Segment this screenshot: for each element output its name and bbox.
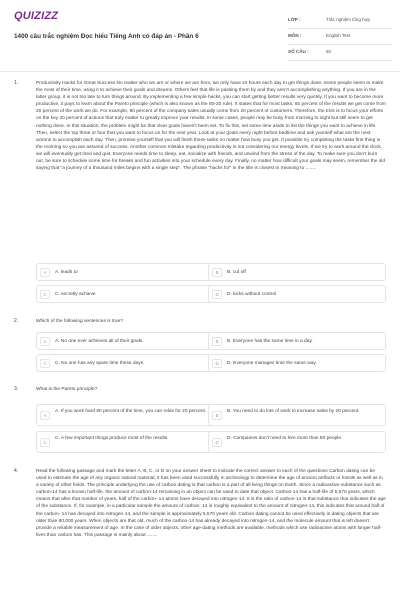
option-a[interactable] xyxy=(36,332,214,350)
meta-row-question-count xyxy=(288,46,392,61)
question-2 xyxy=(14,318,392,373)
option-text: C. secretly achieve xyxy=(55,291,96,297)
option-letter: B xyxy=(212,268,222,277)
option-text: D. Companies don't need to hire more than 80 people. xyxy=(227,436,343,441)
option-letter: C xyxy=(40,359,50,368)
option-letter: A xyxy=(40,411,50,420)
meta-row-class xyxy=(288,14,392,29)
option-text: D. Everyone manages time the same way. xyxy=(227,360,317,366)
option-c[interactable] xyxy=(36,285,214,303)
option-text: A. No one ever achieves all of their goals. xyxy=(55,338,144,344)
meta-label: SỐ CÂU : xyxy=(288,49,309,54)
option-a[interactable] xyxy=(36,263,214,281)
option-text: B. Everyone has the same time in a day. xyxy=(227,338,313,344)
option-text: A. leads to xyxy=(55,269,78,275)
question-1 xyxy=(14,80,392,302)
quizizz-logo: QUIZIZZ xyxy=(14,10,59,22)
option-d[interactable] xyxy=(208,285,386,303)
option-letter: A xyxy=(40,268,50,277)
question-text: What is the Pareto principle? xyxy=(36,387,98,392)
question-number: 1. xyxy=(14,80,19,86)
option-text: C. No one has any spare time these days. xyxy=(55,360,145,366)
meta-label: MÔN : xyxy=(288,33,302,38)
question-text: Read the following passage and mark the letter A, B, C, or D on your answer sheet to indicate the correct answer to each of the questions Carbon dating can be used to estimate the age of any organic natural material; it has been used successfully in archeology to determine the age of ancient artifacts or fossils as well as in a variety of other fields. The principle underlying the use of carbon dating is that carbon is a part of all living things on Earth. Since a radioactive substance such as carbon-14 has a known half-life, the amount of carbon-14 remaining in an object can be used to date that object. Carbon-14 has a half-life of 5,570 years, which means that after that number of years, half of the carbon- 14 atoms have decayed into nitrogen-14. It is the ratio of carbon-14 in that substance that indicates the age of the substance. If, for example, in a particular sample the amount of carbon- 14 is roughly equivalent to the amount of nitrogen-14, this indicates that around half of the carbon- 14 has decayed into nitrogen-14, and the sample is approximately 5,570 years old. Carbon dating cannot be used effectively in dating objects that are older than 80,000 years. When objects are that old, much of the carbon-14 has already decayed into nitrogen-14, and the molecule amount that is left doesn't provide a reliable measurement of age. In the case of older objects, other age-dating methods are available, methods which use radioactive atoms with longer half-lives than carbon has. This passage is mainly about ........ xyxy=(36,469,386,538)
option-letter: B xyxy=(212,337,222,346)
option-c[interactable] xyxy=(36,354,214,372)
meta-row-subject xyxy=(288,30,392,45)
meta-value: English Test xyxy=(326,33,351,38)
option-text: B. You need to do lots of work to increase sales by 20 percent. xyxy=(227,409,360,414)
meta-value: Trắc nghiệm tổng hợp xyxy=(326,17,371,22)
option-letter: A xyxy=(40,337,50,346)
option-b[interactable] xyxy=(208,263,386,281)
option-letter: D xyxy=(212,290,222,299)
option-b[interactable] xyxy=(208,404,386,426)
option-text: D. kicks without control xyxy=(227,291,277,297)
meta-info xyxy=(288,14,392,62)
question-text: Which of the following sentences is true? xyxy=(36,319,123,324)
option-text: C. A few important things produce most of the results. xyxy=(55,436,169,441)
question-3 xyxy=(14,386,392,458)
meta-value: 50 xyxy=(326,49,332,54)
question-text: Productivity Hacks for Great Success No matter who we are or where we are from, we only have 24 hours each day to get things done. Some people seem to make the most of their time, using it to achieve their goals and dreams. Others feel that life is passing them by and they aren't accomplishing anything. If you are in the latter group, it is not too late to turn things around. By implementing a few simple hacks, you can start getting better results very quickly. If you want to become more productive, it pays to learn about the Pareto principle (which is also known as the 80-20 rule). It states that for most tasks, 80 percent of the results we get come from 20 percent of the work we do. For example, 80 percent of the company sales usually come from 20 percent of customers. Therefore, the trick is to focus your efforts on the key 20 percent of actions that truly matter to greatly improve your results. In some cases, people may be busy from morning to night but still seem to get nothing done. In this situation, the problem might be that clear goals haven't been set. To fix this, set some time aside to list the things you want to achieve in life. Then, select the top three or four that you want to focus on for the next year. Look at your goals every night before bedtime and ask yourself what are the next actions to accomplish each day. Then, promise yourself that you will finish these tasks no matter how busy you get. If possible try completing the tasks first thing in the morning so you are assured of success. Another common mistake regarding productivity is not considering our energy levels. If we try to work around the clock, we will eventually get tired and quit. Everyone needs time to sleep, eat, socialize with friends, and unwind from the stress of the day. To make sure you don't burn out, be sure to schedule some time for breaks and fun activities into your schedule every day. Finally, no matter how difficult your goals may seem, remember the old saying that "a journey of a thousand miles begins with a single step". The phrase "hacks for" in the title is closest in meaning to ........ xyxy=(36,81,386,172)
option-letter: C xyxy=(40,438,50,447)
question-4 xyxy=(14,468,392,598)
option-letter: C xyxy=(40,290,50,299)
option-a[interactable] xyxy=(36,404,214,426)
option-d[interactable] xyxy=(208,431,386,453)
document-title: 1400 câu trắc nghiệm Đọc hiểu Tiếng Anh có đáp án - Phần 6 xyxy=(14,33,199,40)
option-letter: B xyxy=(212,411,222,420)
page-header xyxy=(0,0,400,72)
option-b[interactable] xyxy=(208,332,386,350)
option-text: A. If you work hard 80 percent of the time, you can relax for 20 percent. xyxy=(55,409,207,414)
question-number: 3. xyxy=(14,386,19,392)
option-d[interactable] xyxy=(208,354,386,372)
meta-label: LỚP : xyxy=(288,17,301,22)
option-c[interactable] xyxy=(36,431,214,453)
option-letter: D xyxy=(212,438,222,447)
option-text: B. cut off xyxy=(227,269,246,275)
option-letter: D xyxy=(212,359,222,368)
question-number: 2. xyxy=(14,318,19,324)
question-number: 4. xyxy=(14,468,19,474)
